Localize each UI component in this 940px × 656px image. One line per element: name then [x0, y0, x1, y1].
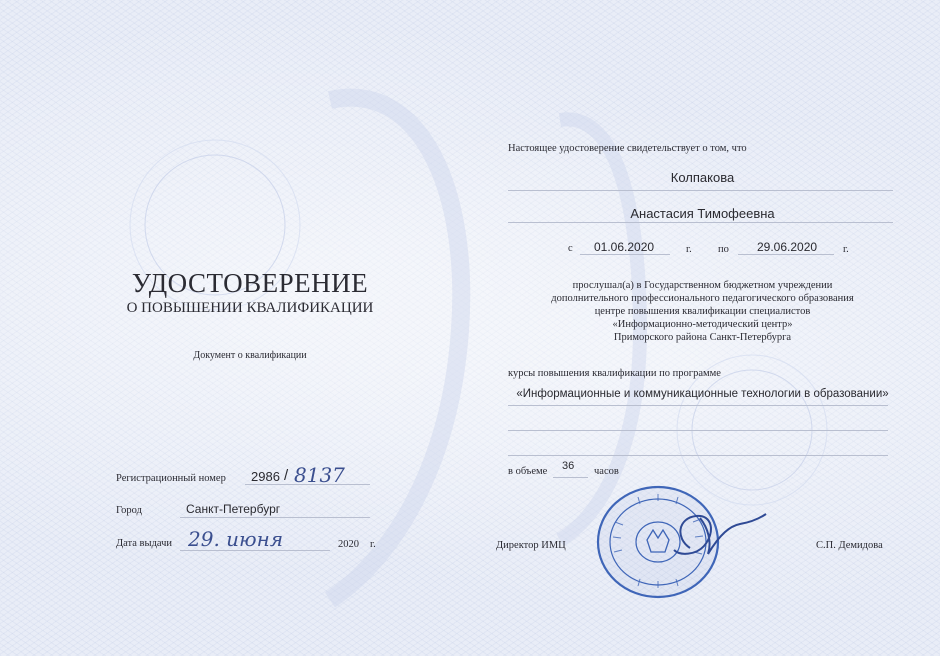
- issue-date-handwritten: 29. июня: [188, 527, 284, 551]
- recipient-name: Анастасия Тимофеевна: [630, 206, 775, 221]
- date-from-suffix: г.: [686, 244, 692, 255]
- surname-line: [508, 190, 893, 191]
- city-value: Санкт-Петербург: [186, 502, 281, 516]
- intro-text: Настоящее удостоверение свидетельствует о том, что: [508, 143, 747, 154]
- signature-icon: [660, 508, 770, 566]
- certificate-subtitle: О ПОВЫШЕНИИ КВАЛИФИКАЦИИ: [126, 300, 374, 316]
- institution-line: «Информационно-методический центр»: [612, 319, 793, 330]
- date-from: 01.06.2020: [594, 240, 655, 254]
- date-to-label: по: [718, 244, 729, 255]
- date-to-suffix: г.: [843, 244, 849, 255]
- institution-line: прослушал(а) в Государственном бюджетном учреждении: [572, 280, 833, 291]
- institution-line: центре повышения квалификации специалистов: [594, 306, 811, 317]
- director-label: Директор ИМЦ: [496, 540, 566, 551]
- director-name: С.П. Демидова: [816, 540, 883, 551]
- registration-number-printed: 2986: [251, 469, 280, 484]
- program-line-2: [508, 430, 888, 431]
- slash-separator: /: [284, 467, 289, 484]
- certificate-title: УДОСТОВЕРЕНИЕ: [131, 268, 369, 298]
- institution-block: [520, 279, 885, 344]
- volume-label: в объеме: [508, 466, 548, 477]
- date-from-label: с: [568, 243, 573, 254]
- program-title: «Информационные и коммуникационные технологии в образовании»: [516, 388, 889, 400]
- institution-line: дополнительного профессионального педагогического образования: [551, 293, 854, 304]
- hours-line: [553, 477, 588, 478]
- registration-label: Регистрационный номер: [116, 473, 226, 484]
- hours-label: часов: [594, 466, 619, 477]
- institution-line: Приморского района Санкт-Петербурга: [613, 332, 792, 343]
- name-line: [508, 222, 893, 223]
- date-to-line: [738, 254, 834, 255]
- program-line-1: [508, 405, 888, 406]
- city-label: Город: [116, 505, 142, 516]
- course-label: курсы повышения квалификации по программе: [508, 368, 721, 379]
- issue-year-suffix: г.: [370, 539, 376, 550]
- recipient-surname: Колпакова: [670, 170, 735, 185]
- document-type: Документ о квалификации: [193, 350, 307, 361]
- program-line-3: [508, 455, 888, 456]
- issue-year: 2020: [338, 539, 359, 550]
- date-to: 29.06.2020: [757, 240, 818, 254]
- hours-value: 36: [562, 460, 575, 472]
- city-line: [180, 517, 370, 518]
- date-from-line: [580, 254, 670, 255]
- registration-number-handwritten: 8137: [294, 463, 345, 487]
- issue-date-label: Дата выдачи: [116, 538, 173, 549]
